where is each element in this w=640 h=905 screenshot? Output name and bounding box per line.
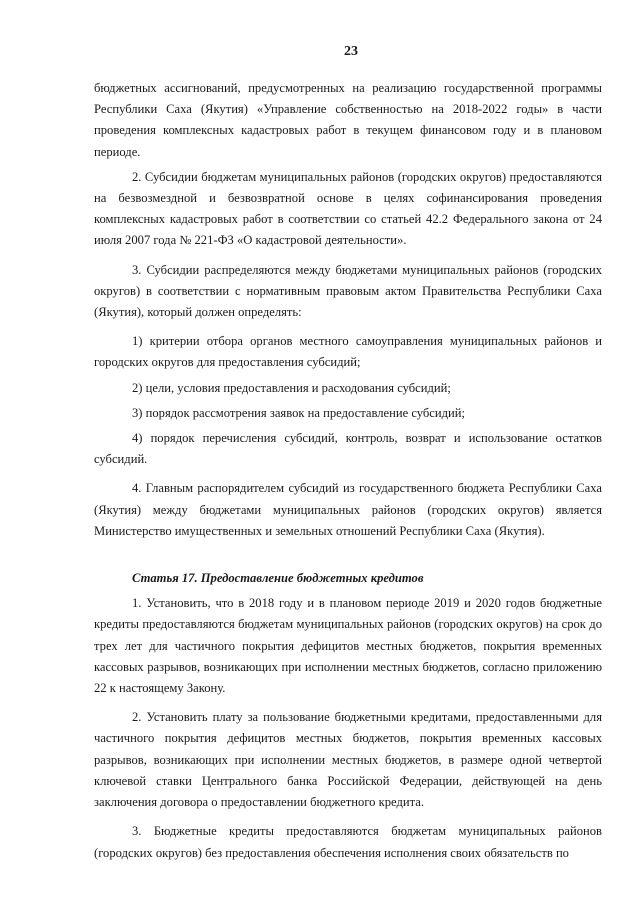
article-heading: Статья 17. Предоставление бюджетных кредитов (132, 571, 424, 586)
list-item-criteria: 1) критерии отбора органов местного самоуправления муниципальных районов и городских округов для предоставления субсидий; (94, 334, 602, 370)
paragraph-subsidies-4: 4. Главным распорядителем субсидий из государственного бюджета Республики Саха (Якутия) между бюджетами муниципальных районов (городских округов) является Министерство имущественных и земельных отношений Республики Саха (Якутия). (94, 481, 602, 538)
list-item-goals: 2) цели, условия предоставления и расходования субсидий; (132, 380, 451, 395)
paragraph-subsidies-3: 3. Субсидии распределяются между бюджетами муниципальных районов (городских округов) в соответствии с нормативным правовым актом Правительства Республики Саха (Якутия), который должен определять: (94, 262, 602, 320)
list-item-applications: 3) порядок рассмотрения заявок на предоставление субсидий; (132, 405, 465, 420)
page-number: 23 (344, 44, 358, 59)
paragraph-credits-2: 2. Установить плату за пользование бюджетными кредитами, предоставленными для частичного покрытия дефицитов местных бюджетов, покрытия временных кассовых разрывов, возникающих при исполнении местных бюджетов, в размере одной четвертой ключевой ставки Центрального банка Российской Федерации, действующей на день заключения договора о предоставлении бюджетного кредита. (94, 710, 602, 810)
list-item-transfer: 4) порядок перечисления субсидий, контроль, возврат и использование остатков субсидий. (94, 431, 602, 467)
paragraph-credits-3: 3. Бюджетные кредиты предоставляются бюджетам муниципальных районов (городских округов) без предоставления обеспечения исполнения своих обязательств по (94, 824, 602, 860)
paragraph-credits-1: 1. Установить, что в 2018 году и в плановом периоде 2019 и 2020 годов бюджетные кредиты предоставляются бюджетам муниципальных районов (городских округов) на срок до трех лет для частичного покрытия дефицитов местных бюджетов, покрытия временных кассовых разрывов, возникающих при исполнении местных бюджетов, согласно приложению 22 к настоящему Закону. (94, 596, 602, 696)
paragraph-subsidies-2: 2. Субсидии бюджетам муниципальных районов (городских округов) предоставляются на безвозмездной и безвозвратной основе в целях софинансирования проведения комплексных кадастровых работ в соответствии со статьей 42.2 Федерального закона от 24 июля 2007 года № 221-ФЗ «О кадастровой деятельности». (94, 169, 602, 248)
paragraph-continuation: бюджетных ассигнований, предусмотренных на реализацию государственной программы Республики Саха (Якутия) «Управление собственностью на 2018-2022 годы» в части проведения комплексных кадастровых работ в текущем финансовом году и в плановом периоде. (94, 81, 602, 159)
